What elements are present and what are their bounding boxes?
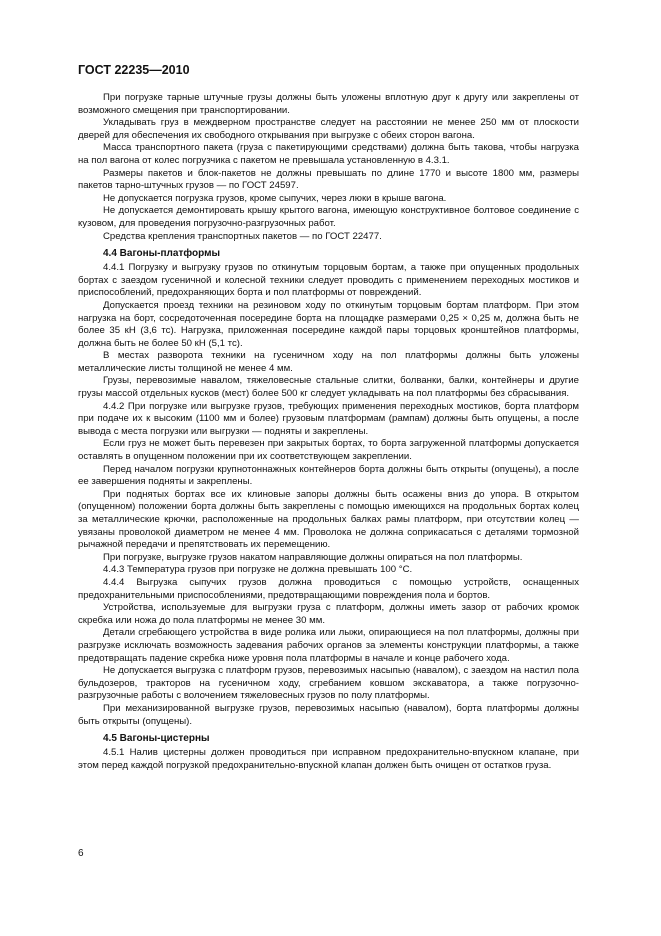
paragraph: 4.5.1 Налив цистерны должен проводиться при исправном предохранительно-впускном клапане, при этом перед каждой погрузкой предохранительно-впускной клапан должен быть очищен от остатков груза. [78,747,579,771]
paragraph: Средства крепления транспортных пакетов — по ГОСТ 22477. [103,230,382,242]
document-body [78,92,579,772]
paragraph: 4.4.4 Выгрузка сыпучих грузов должна проводиться с помощью устройств, оснащенных предохранительными приспособлениями, предотвращающими повреждения пола и бортов. [78,576,579,601]
paragraph: При поднятых бортах все их клиновые запоры должны быть осажены вниз до упора. В открытом (опущенном) положении борта должны быть закреплены с помощью имеющихся на продольных бортах колец за металлические крючки, расположенные на продольных балках рамы платформ, при отсутствии колец — увязаны проволокой диаметром не менее 4 мм. Проволока не должна соприкасаться с деталями тормозной рычажной передачи и препятствовать их перемещению. [78,488,579,551]
paragraph: Укладывать груз в междверном пространстве следует на расстоянии не менее 250 мм от плоскости дверей для обеспечения их свободного открывания при выгрузке с обеих сторон вагона. [78,117,579,141]
paragraph: При погрузке тарные штучные грузы должны быть уложены вплотную друг к другу или закреплены от возможного смещения при транспортировании. [78,92,579,116]
paragraph: Не допускается демонтировать крышу крытого вагона, имеющую конструктивное болтовое соединение с кузовом, для проведения погрузочно-разгрузочных работ. [78,205,579,229]
section-heading: 4.4 Вагоны-платформы [103,248,221,260]
paragraph: Устройства, используемые для выгрузки груза с платформ, должны иметь зазор от рабочих кромок скребка или ножа до пола платформы не менее 30 мм. [78,602,579,626]
paragraph: Грузы, перевозимые навалом, тяжеловесные стальные слитки, болванки, балки, контейнеры и другие грузы массой отдельных кусков (мест) более 500 кг следует укладывать на пол платформы без сбрасывания. [78,375,579,400]
paragraph: 4.4.2 При погрузке или выгрузке грузов, требующих применения переходных мостиков, борта платформ при подаче их к высоким (1100 мм и более) грузовым платформам (рампам) должны быть опущены, а после вывода с места погрузки или выгрузки — подняты и закреплены. [78,400,579,437]
document-header: ГОСТ 22235—2010 [78,63,190,77]
paragraph: Детали сгребающего устройства в виде ролика или лыжи, опирающиеся на пол платформы, должны при разгрузке исключать возможность задевания рабочих органов за элементы конструкции платформы, а также предотвращать падение скребка ниже уровня пола платформы в начале и конце рабочего хода. [78,627,579,664]
paragraph: 4.4.1 Погрузку и выгрузку грузов по откинутым торцовым бортам, а также при опущенных продольных бортах с заездом гусеничной и колесной техники следует проводить с применением переходных мостиков и приспособлений, предохраняющих борта и пол платформы от повреждений. [78,262,579,299]
paragraph: При механизированной выгрузке грузов, перевозимых насыпью (навалом), борта платформы должны быть открыты (опущены). [78,702,579,727]
page-number: 6 [78,848,84,859]
section-heading: 4.5 Вагоны-цистерны [103,733,210,745]
paragraph: Допускается проезд техники на резиновом ходу по откинутым торцовым бортам платформ. При этом нагрузка на борт, сосредоточенная посередине борта на площадке размерами 0,25 × 0,25 м, должна быть не более 35 кН (3,6 тс). Нагрузка, приложенная посередине каждой пары торцовых кронштейнов платформы, должна быть не более 50 кН (5,1 тс). [78,299,579,349]
paragraph: Перед началом погрузки крупнотоннажных контейнеров борта должны быть открыты (опущены), а после ее завершения подняты и закреплены. [78,463,579,488]
paragraph: 4.4.3 Температура грузов при погрузке не должна превышать 100 °С. [103,564,413,576]
paragraph: Не допускается выгрузка с платформ грузов, перевозимых насыпью (навалом), с заездом на настил пола бульдозеров, тракторов на гусеничном ходу, сгребанием ковшом экскаватора, а также погрузочно-разгрузочные работы с волочением тяжеловесных грузов по полу платформы. [78,665,579,702]
paragraph: Если груз не может быть перевезен при закрытых бортах, то борта загруженной платформы допускается оставлять в опущенном положении при их соответствующем закреплении. [78,438,579,463]
paragraph: Размеры пакетов и блок-пакетов не должны превышать по длине 1770 и высоте 1800 мм, размеры пакетов тарно-штучных грузов — по ГОСТ 24597. [78,167,579,192]
paragraph: Масса транспортного пакета (груза с пакетирующими средствами) должна быть такова, чтобы нагрузка на пол вагона от колес погрузчика с пакетом не превышала установленную в 4.3.1. [78,142,579,166]
paragraph: При погрузке, выгрузке грузов накатом направляющие должны опираться на пол платформы. [103,551,523,563]
paragraph: Не допускается погрузка грузов, кроме сыпучих, через люки в крыше вагона. [103,192,447,204]
paragraph: В местах разворота техники на гусеничном ходу на пол платформы должны быть уложены металлические листы толщиной не менее 4 мм. [78,350,579,374]
